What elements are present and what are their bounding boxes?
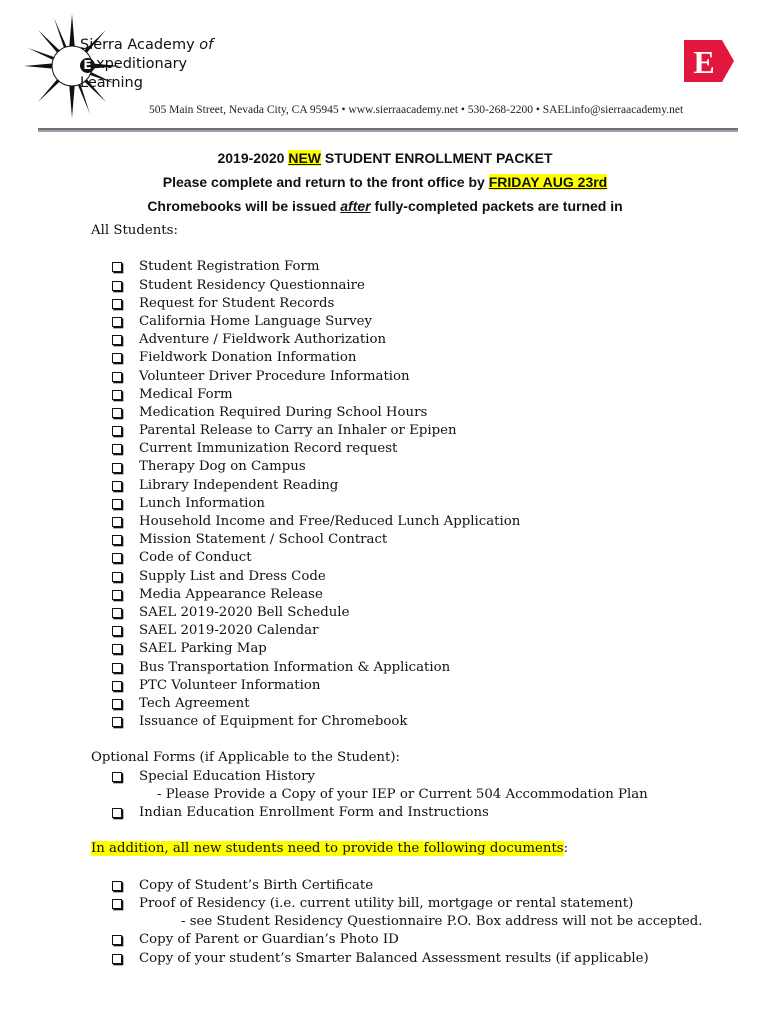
- list-item-label: SAEL 2019-2020 Bell Schedule: [139, 604, 350, 620]
- list-item: [91, 368, 731, 386]
- checkbox-icon[interactable]: [112, 317, 122, 327]
- list-item-label: Media Appearance Release: [139, 586, 323, 602]
- checkbox-icon[interactable]: [112, 553, 122, 563]
- letterhead: [0, 0, 770, 135]
- checkbox-icon[interactable]: [112, 444, 122, 454]
- checkbox-icon[interactable]: [112, 644, 122, 654]
- list-item-label: Fieldwork Donation Information: [139, 350, 357, 366]
- iep-note: - Please Provide a Copy of your IEP or Current 504 Accommodation Plan: [157, 786, 648, 802]
- optional-forms-checklist-2: [91, 804, 731, 822]
- checkbox-icon[interactable]: [112, 663, 122, 673]
- checkbox-icon[interactable]: [112, 353, 122, 363]
- after-emphasis: after: [340, 198, 371, 214]
- checkbox-icon[interactable]: [112, 681, 122, 691]
- list-item-label: PTC Volunteer Information: [139, 677, 321, 693]
- list-item: [91, 659, 731, 677]
- checkbox-icon[interactable]: [112, 499, 122, 509]
- checkbox-icon[interactable]: [112, 426, 122, 436]
- documents-checklist-2: [91, 931, 731, 967]
- checkbox-icon[interactable]: [112, 608, 122, 618]
- checkbox-icon[interactable]: [112, 463, 122, 473]
- packet-content: [91, 222, 731, 968]
- list-item-label: Medication Required During School Hours: [139, 404, 428, 420]
- checkbox-icon[interactable]: [112, 262, 122, 272]
- list-item-label: Copy of Parent or Guardian’s Photo ID: [139, 932, 399, 948]
- list-item: [91, 386, 731, 404]
- checkbox-icon[interactable]: [112, 481, 122, 491]
- checkbox-icon[interactable]: [112, 772, 122, 782]
- list-item-label: Medical Form: [139, 386, 233, 402]
- list-item-label: Student Residency Questionnaire: [139, 277, 365, 293]
- list-item-label: Copy of your student’s Smarter Balanced Assessment results (if applicable): [139, 950, 649, 966]
- list-item: [91, 277, 731, 295]
- list-item-label: Household Income and Free/Reduced Lunch Application: [139, 514, 521, 529]
- list-item: [91, 313, 731, 331]
- list-item: [91, 622, 731, 640]
- list-item: [91, 440, 731, 458]
- checkbox-icon[interactable]: [112, 299, 122, 309]
- checkbox-icon[interactable]: [112, 899, 122, 909]
- list-item-label: Issuance of Equipment for Chromebook: [139, 714, 408, 730]
- chromebook-note: Chromebooks will be issued after fully-completed packets are turned in: [147, 198, 623, 214]
- list-item: [91, 349, 731, 367]
- optional-forms-checklist: [91, 768, 731, 786]
- list-item-label: Request for Student Records: [139, 295, 335, 311]
- list-item-label: SAEL Parking Map: [139, 641, 267, 657]
- list-item: [91, 458, 731, 476]
- list-item-label: Bus Transportation Information & Application: [139, 659, 451, 675]
- checkbox-icon[interactable]: [112, 808, 122, 818]
- list-item: [91, 404, 731, 422]
- checkbox-icon[interactable]: [112, 390, 122, 400]
- list-item: [91, 331, 731, 349]
- school-name-line2: xpeditionary: [96, 56, 188, 72]
- checkbox-icon[interactable]: [112, 717, 122, 727]
- new-highlight: NEW: [288, 150, 321, 166]
- checkbox-icon[interactable]: [112, 590, 122, 600]
- checkbox-icon[interactable]: [112, 954, 122, 964]
- list-item-label: SAEL 2019-2020 Calendar: [139, 623, 319, 639]
- return-deadline: Please complete and return to the front office by FRIDAY AUG 23rd: [162, 174, 608, 190]
- documents-heading: In addition, all new students need to provide the following documents:: [91, 841, 569, 857]
- school-name-of: of: [199, 37, 214, 53]
- residency-note: - see Student Residency Questionnaire P.O. Box address will not be accepted.: [181, 914, 703, 930]
- checkbox-icon[interactable]: [112, 335, 122, 345]
- list-item-label: Adventure / Fieldwork Authorization: [139, 332, 387, 348]
- list-item-label: Code of Conduct: [139, 550, 252, 566]
- list-item: [91, 877, 731, 895]
- list-item: [91, 695, 731, 713]
- list-item: [91, 931, 731, 949]
- checkbox-icon[interactable]: [112, 881, 122, 891]
- list-item: [91, 258, 731, 276]
- list-item-label: Current Immunization Record request: [139, 441, 398, 457]
- list-item: [91, 713, 731, 731]
- list-item-label: Indian Education Enrollment Form and Instructions: [139, 805, 489, 820]
- packet-titles: [0, 146, 770, 218]
- school-name: [80, 36, 213, 93]
- checkbox-icon[interactable]: [112, 408, 122, 418]
- packet-title: 2019-2020 NEW STUDENT ENROLLMENT PACKET: [217, 150, 553, 166]
- list-item: [91, 677, 731, 695]
- list-item-label: Parental Release to Carry an Inhaler or Epipen: [139, 423, 457, 439]
- school-name-line1: Sierra Academy: [80, 37, 195, 53]
- list-item-label: Therapy Dog on Campus: [139, 459, 306, 475]
- e-badge-logo: [684, 40, 734, 82]
- list-item-label: Proof of Residency (i.e. current utility bill, mortgage or rental statement): [139, 895, 634, 911]
- list-item-label: Lunch Information: [139, 495, 265, 511]
- list-item: [91, 531, 731, 549]
- checkbox-icon[interactable]: [112, 935, 122, 945]
- list-item: [91, 513, 731, 531]
- list-item-label: Supply List and Dress Code: [139, 568, 326, 584]
- list-item-label: Library Independent Reading: [139, 477, 339, 493]
- list-item-label: Copy of Student’s Birth Certificate: [139, 877, 374, 893]
- checkbox-icon[interactable]: [112, 372, 122, 382]
- list-item: [91, 549, 731, 567]
- list-item: [91, 422, 731, 440]
- list-item: [91, 495, 731, 513]
- deadline-highlight: FRIDAY AUG 23rd: [488, 174, 608, 190]
- list-item-label: Mission Statement / School Contract: [139, 532, 388, 548]
- checkbox-icon[interactable]: [112, 572, 122, 582]
- list-item: [91, 640, 731, 658]
- school-name-e: E: [80, 58, 95, 73]
- checkbox-icon[interactable]: [112, 281, 122, 291]
- list-item-label: California Home Language Survey: [139, 313, 373, 329]
- documents-checklist: [91, 877, 731, 913]
- checkbox-icon[interactable]: [112, 699, 122, 709]
- header-rule-dark: [38, 128, 738, 130]
- all-students-heading: All Students:: [91, 223, 178, 238]
- list-item: [91, 804, 731, 822]
- list-item-label: Volunteer Driver Procedure Information: [139, 368, 410, 384]
- contact-line: 505 Main Street, Nevada City, CA 95945 • www.sierraacademy.net • 530-268-2200 • SAELinfo@sierraacademy.net: [149, 104, 684, 116]
- list-item: [91, 950, 731, 968]
- list-item: [91, 604, 731, 622]
- school-name-line3: Learning: [80, 75, 143, 91]
- list-item: [91, 477, 731, 495]
- list-item: [91, 768, 731, 786]
- checkbox-icon[interactable]: [112, 626, 122, 636]
- list-item: [91, 895, 731, 913]
- list-item: [91, 295, 731, 313]
- all-students-checklist: [91, 258, 731, 731]
- svg-text:E: E: [693, 44, 715, 80]
- list-item: [91, 568, 731, 586]
- checkbox-icon[interactable]: [112, 517, 122, 527]
- checkbox-icon[interactable]: [112, 535, 122, 545]
- optional-forms-heading: Optional Forms (if Applicable to the Student):: [91, 750, 401, 766]
- list-item: [91, 586, 731, 604]
- list-item-label: Special Education History: [139, 768, 316, 784]
- list-item-label: Student Registration Form: [139, 259, 320, 275]
- list-item-label: Tech Agreement: [139, 695, 250, 711]
